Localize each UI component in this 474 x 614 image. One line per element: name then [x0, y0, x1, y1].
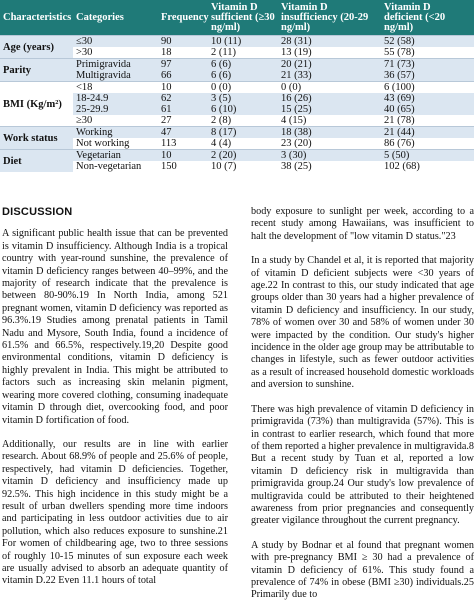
sufficient-cell: 2 (11) [208, 47, 278, 59]
paragraph: body exposure to sunlight per week, according to a recent study among Hawaiians, was insufficient to halt the development of "low vitamin D status."23 [251, 206, 474, 242]
category-cell: ≥30 [73, 115, 158, 127]
table-row [0, 82, 474, 94]
frequency-cell: 62 [158, 93, 208, 104]
sufficient-cell: 8 (17) [208, 127, 278, 139]
insufficiency-cell: 3 (30) [278, 150, 381, 162]
paragraph: A study by Bodnar et al found that pregnant women with pre-pregnancy BMI ≥ 30 had a prevalence of vitamin D deficiency of 61%. This study found a prevalence of 74% in obese (BMI ≥30) individuals.25 Primarily due to [251, 539, 474, 601]
deficient-cell: 36 (57) [381, 70, 474, 82]
insufficiency-cell: 4 (15) [278, 115, 381, 127]
frequency-cell: 10 [158, 150, 208, 162]
sufficient-cell: 4 (4) [208, 138, 278, 150]
sufficient-cell: 2 (8) [208, 115, 278, 127]
category-cell: 25-29.9 [73, 104, 158, 115]
insufficiency-cell: 0 (0) [278, 82, 381, 94]
deficient-cell: 86 (76) [381, 138, 474, 150]
insufficiency-cell: 38 (25) [278, 161, 381, 172]
insufficiency-cell: 16 (26) [278, 93, 381, 104]
deficient-cell: 21 (78) [381, 115, 474, 127]
insufficiency-cell: 21 (33) [278, 70, 381, 82]
sufficient-cell: 10 (7) [208, 161, 278, 172]
group-label: Parity [0, 59, 73, 82]
frequency-cell: 47 [158, 127, 208, 139]
paragraph: A significant public health issue that can be prevented is vitamin D insufficiency. Although India is a tropical country with year-round sunshine, the prevalence of vitamin D deficiency ranges between 40–99%, and the majority of research indicate that the prevalence is between 80-90%.19 In North India, among 521 pregnant women, vitamin D deficiency was reported as 96.3%.19 Studies among prenatal patients in Tamil Nadu and Mysore, South India, found a incidence of 61.5% and 66.5%, respectively.19,20 Despite good environmental conditions, vitamin D deficiency is highly prevalent in India. This might be attributed to factors such as increasing skin melanin pigment, wearing more covered clothing, consuming inadequate vitamin D through diet, overcooking food, and poor vitamin D fortification of food. [2, 228, 228, 426]
deficient-cell: 6 (100) [381, 82, 474, 94]
section-heading: DISCUSSION [2, 206, 73, 218]
table-row [0, 127, 474, 139]
deficient-cell: 40 (65) [381, 104, 474, 115]
insufficiency-cell: 28 (31) [278, 36, 381, 48]
insufficiency-cell: 15 (25) [278, 104, 381, 115]
insufficiency-cell: 23 (20) [278, 138, 381, 150]
frequency-cell: 66 [158, 70, 208, 82]
table-row [0, 150, 474, 162]
header-characteristics: Characteristics [0, 0, 73, 36]
insufficiency-cell: 18 (38) [278, 127, 381, 139]
sufficient-cell: 0 (0) [208, 82, 278, 94]
category-cell: Non-vegetarian [73, 161, 158, 172]
header-vitd-sufficient: Vitamin D sufficient (≥30 ng/ml) [208, 0, 278, 36]
sufficient-cell: 3 (5) [208, 93, 278, 104]
group-label: Work status [0, 127, 73, 150]
table-row [0, 59, 474, 71]
frequency-cell: 10 [158, 82, 208, 94]
frequency-cell: 18 [158, 47, 208, 59]
category-cell: 18-24.9 [73, 93, 158, 104]
left-text-column [2, 206, 228, 600]
frequency-cell: 97 [158, 59, 208, 71]
frequency-cell: 113 [158, 138, 208, 150]
category-cell: <18 [73, 82, 158, 94]
table-row [0, 36, 474, 48]
category-cell: Not working [73, 138, 158, 150]
sufficient-cell: 6 (10) [208, 104, 278, 115]
header-categories: Categories [73, 0, 158, 36]
paragraph: Additionally, our results are in line with earlier research. About 68.9% of people and 25.6% of people, respectively, had vitamin D deficiencies. Together, vitamin D deficiency and insufficiency made up 92.5%. This high incidence in this study might be a result of urban dwellers spending more time indoors and participating in less outdoor activities due to air pollution, which also reduces exposure to sunshine.21 For women of childbearing age, two to three sessions of roughly 10-15 minutes of sun exposure each week are usually advised to absorb an adequate quantity of vitamin D.22 Even 11.1 hours of total [2, 438, 228, 587]
insufficiency-cell: 20 (21) [278, 59, 381, 71]
sufficient-cell: 6 (6) [208, 70, 278, 82]
paragraph: In a study by Chandel et al, it is reported that majority of vitamin D deficient subjects were <30 years of age.22 In contrast to this, our study indicated that age groups older than 30 years had a higher prevalence of vitamin D deficiency and insufficiency. In our study, 78% of women over 30 and 58% of women under 30 were impacted by the condition. Our study's higher incidence in the older age group may be attributable to changes in lifestyle, such as fewer outdoor activities as a result of increased household domestic workloads and aversion to sunshine. [251, 255, 474, 391]
category-cell: Multigravida [73, 70, 158, 82]
sufficient-cell: 2 (20) [208, 150, 278, 162]
sufficient-cell: 6 (6) [208, 59, 278, 71]
header-frequency: Frequency [158, 0, 208, 36]
category-cell: Primigravida [73, 59, 158, 71]
header-vitd-deficient: Vitamin D deficient (<20 ng/ml) [381, 0, 474, 36]
deficient-cell: 55 (78) [381, 47, 474, 59]
deficient-cell: 21 (44) [381, 127, 474, 139]
header-vitd-insufficiency: Vitamin D insufficiency (20-29 ng/ml) [278, 0, 381, 36]
category-cell: >30 [73, 47, 158, 59]
results-table [0, 0, 474, 172]
frequency-cell: 27 [158, 115, 208, 127]
category-cell: Working [73, 127, 158, 139]
category-cell: Vegetarian [73, 150, 158, 162]
frequency-cell: 150 [158, 161, 208, 172]
frequency-cell: 61 [158, 104, 208, 115]
sufficient-cell: 10 (11) [208, 36, 278, 48]
insufficiency-cell: 13 (19) [278, 47, 381, 59]
group-label: BMI (Kg/m²) [0, 82, 73, 127]
deficient-cell: 71 (73) [381, 59, 474, 71]
frequency-cell: 90 [158, 36, 208, 48]
table-header-row [0, 0, 474, 36]
deficient-cell: 5 (50) [381, 150, 474, 162]
deficient-cell: 102 (68) [381, 161, 474, 172]
deficient-cell: 43 (69) [381, 93, 474, 104]
group-label: Diet [0, 150, 73, 173]
deficient-cell: 52 (58) [381, 36, 474, 48]
right-text-column [251, 206, 474, 614]
paragraph: There was high prevalence of vitamin D deficiency in primigravida (73%) than multigravida (57%). This is in contrast to earlier research, which found that more of them reported a higher prevalence in multigravida.8 But a recent study by Tuan et al, reported a low vitamin D deficiency risk in multigravida than primigravida group.24 Our study's low prevalence of multigravida could be attributed to their heightened awareness from prior pregnancies and consequently greater vigilance throughout the current pregnancy. [251, 403, 474, 527]
group-label: Age (years) [0, 36, 73, 59]
category-cell: ≤30 [73, 36, 158, 48]
